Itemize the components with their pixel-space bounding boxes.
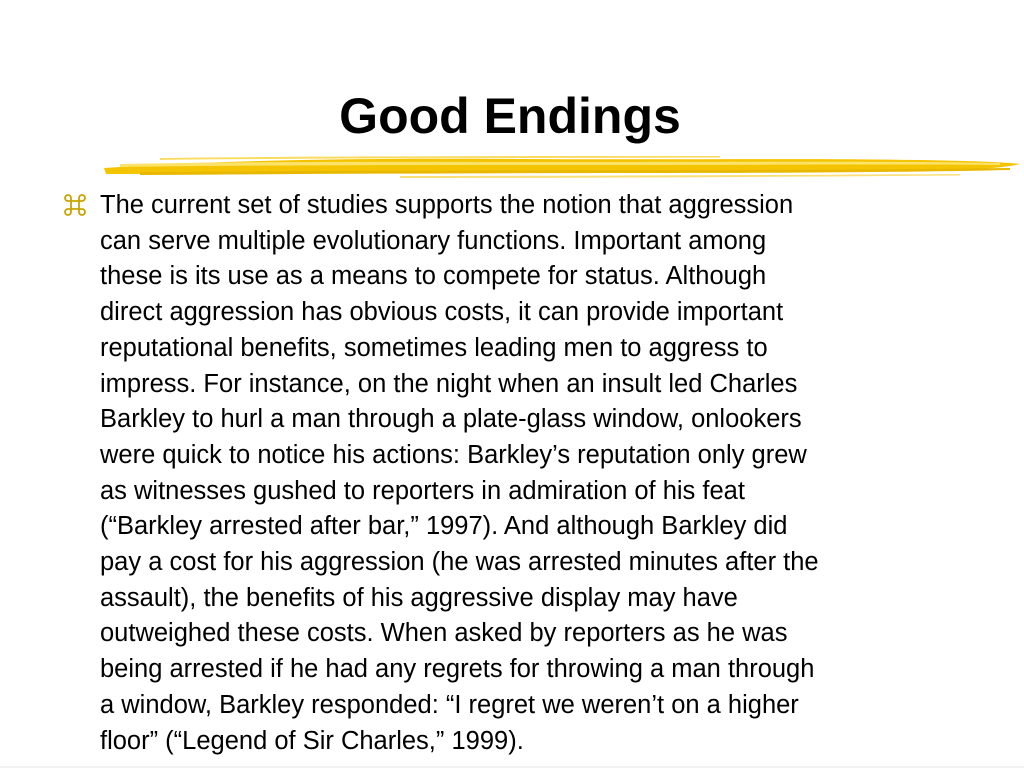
slide-title: Good Endings — [339, 88, 681, 144]
yellow-brush-stroke-divider — [100, 150, 1024, 184]
bullet-text: The current set of studies supports the notion that aggression can serve multiple evolutionary functions. Important among these is its use as a means to compete for status. Although direct aggression has obvious costs, it can provide important reputational benefits, sometimes leading men to aggress to impress. For instance, on the night when an insult led Charles Barkley to hurl a man through a plate-glass window, onlookers were quick to notice his actions: Barkley’s reputation only grew as witnesses gushed to reporters in admiration of his feat (“Barkley arrested after bar,” 1997). And although Barkley did pay a cost for his aggression (he was arrested minutes after the assault), the benefits of his aggressive display may have outweighed these costs. When asked by reporters as he was being arrested if he had any regrets for throwing a man through a window, Barkley responded: “I regret we weren’t on a higher floor” (“Legend of Sir Charles,” 1999). — [100, 191, 819, 755]
command-key-icon — [62, 192, 88, 218]
title-container — [150, 84, 870, 148]
